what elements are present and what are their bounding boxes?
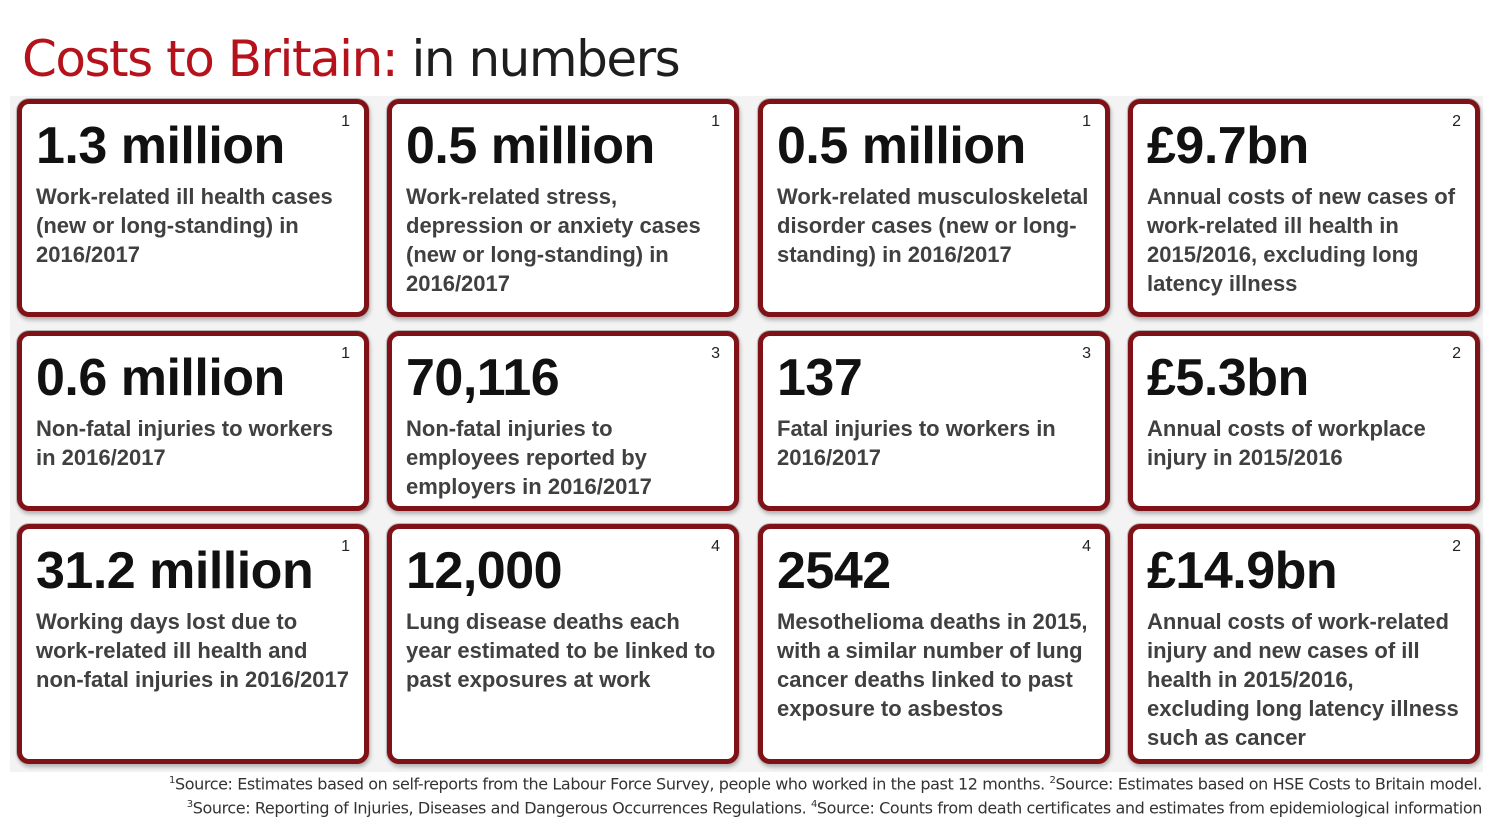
- stat-footnote-ref: 2: [1452, 345, 1461, 362]
- stat-footnote-ref: 4: [1082, 538, 1091, 555]
- footnote-line-2: [187, 794, 1482, 819]
- stat-card: [758, 99, 1110, 317]
- stat-card: [758, 331, 1110, 511]
- stat-description: Working days lost due to work-related ill health and non-fatal injuries in 2016/2017: [36, 609, 350, 692]
- stat-description: Annual costs of work-related injury and new cases of ill health in 2015/2016, excluding long latency illness such as cancer: [1147, 609, 1459, 750]
- stat-card: [387, 99, 739, 317]
- stat-card: [387, 524, 739, 764]
- stat-card: [758, 524, 1110, 764]
- stat-card: [1128, 99, 1480, 317]
- stat-footnote-ref: 1: [711, 113, 720, 130]
- footnote-source-2: Source: Estimates based on HSE Costs to Britain model.: [1055, 774, 1482, 794]
- stat-description: Annual costs of workplace injury in 2015/2016: [1147, 416, 1426, 470]
- stat-description: Lung disease deaths each year estimated to be linked to past exposures at work: [406, 609, 716, 692]
- footnote-source-4: Source: Counts from death certificates and estimates from epidemiological information: [816, 798, 1482, 818]
- stat-footnote-ref: 4: [711, 538, 720, 555]
- footnote-line-1: [169, 770, 1482, 795]
- stat-card: [17, 99, 369, 317]
- stat-value: 1.3 million: [36, 117, 285, 175]
- stat-card: [387, 331, 739, 511]
- footnote-marker-4: 4: [810, 799, 817, 810]
- stat-footnote-ref: 1: [1082, 113, 1091, 130]
- stat-description: Work-related stress, depression or anxiety cases (new or long-standing) in 2016/2017: [406, 184, 701, 296]
- stat-card: [17, 331, 369, 511]
- stat-description: Work-related ill health cases (new or long-standing) in 2016/2017: [36, 184, 333, 267]
- stat-description: Non-fatal injuries to workers in 2016/2017: [36, 416, 334, 470]
- footnote-source-1: Source: Estimates based on self-reports from the Labour Force Survey, people who worked in the past 12 months.: [174, 774, 1045, 794]
- stat-value: 0.6 million: [36, 349, 285, 407]
- stat-footnote-ref: 3: [1082, 345, 1091, 362]
- stat-value: 12,000: [406, 542, 563, 600]
- stat-card: [1128, 331, 1480, 511]
- stat-value: 137: [777, 349, 863, 407]
- stat-value: 0.5 million: [406, 117, 655, 175]
- title-highlight: Costs to Britain:: [22, 30, 398, 88]
- stat-value: 31.2 million: [36, 542, 314, 600]
- stat-description: Mesothelioma deaths in 2015, with a similar number of lung cancer deaths linked to past exposure to asbestos: [777, 609, 1088, 721]
- stat-footnote-ref: 2: [1452, 113, 1461, 130]
- stat-value: 0.5 million: [777, 117, 1026, 175]
- stat-value: 70,116: [406, 349, 560, 407]
- stat-value: £14.9bn: [1147, 542, 1338, 600]
- stat-footnote-ref: 3: [711, 345, 720, 362]
- title-rest: in numbers: [397, 30, 680, 88]
- footnote-source-3: Source: Reporting of Injuries, Diseases and Dangerous Occurrences Regulations.: [192, 798, 807, 818]
- footnote-marker-2: 2: [1049, 775, 1056, 786]
- footnote-marker-1: 1: [169, 775, 175, 786]
- stat-description: Annual costs of new cases of work-related ill health in 2015/2016, excluding long latency illness: [1147, 184, 1456, 296]
- page-title: [22, 28, 679, 90]
- stat-footnote-ref: 1: [341, 113, 350, 130]
- stat-value: £5.3bn: [1147, 349, 1309, 407]
- footnote-marker-3: 3: [186, 799, 193, 810]
- stat-description: Non-fatal injuries to employees reported by employers in 2016/2017: [406, 416, 652, 499]
- stat-value: 2542: [777, 542, 891, 600]
- stat-card: [17, 524, 369, 764]
- stat-footnote-ref: 2: [1452, 538, 1461, 555]
- stat-card: [1128, 524, 1480, 764]
- stat-description: Fatal injuries to workers in 2016/2017: [777, 416, 1056, 470]
- stat-value: £9.7bn: [1147, 117, 1309, 175]
- stat-footnote-ref: 1: [341, 345, 350, 362]
- stat-description: Work-related musculoskeletal disorder cases (new or long-standing) in 2016/2017: [777, 184, 1089, 267]
- stat-footnote-ref: 1: [341, 538, 350, 555]
